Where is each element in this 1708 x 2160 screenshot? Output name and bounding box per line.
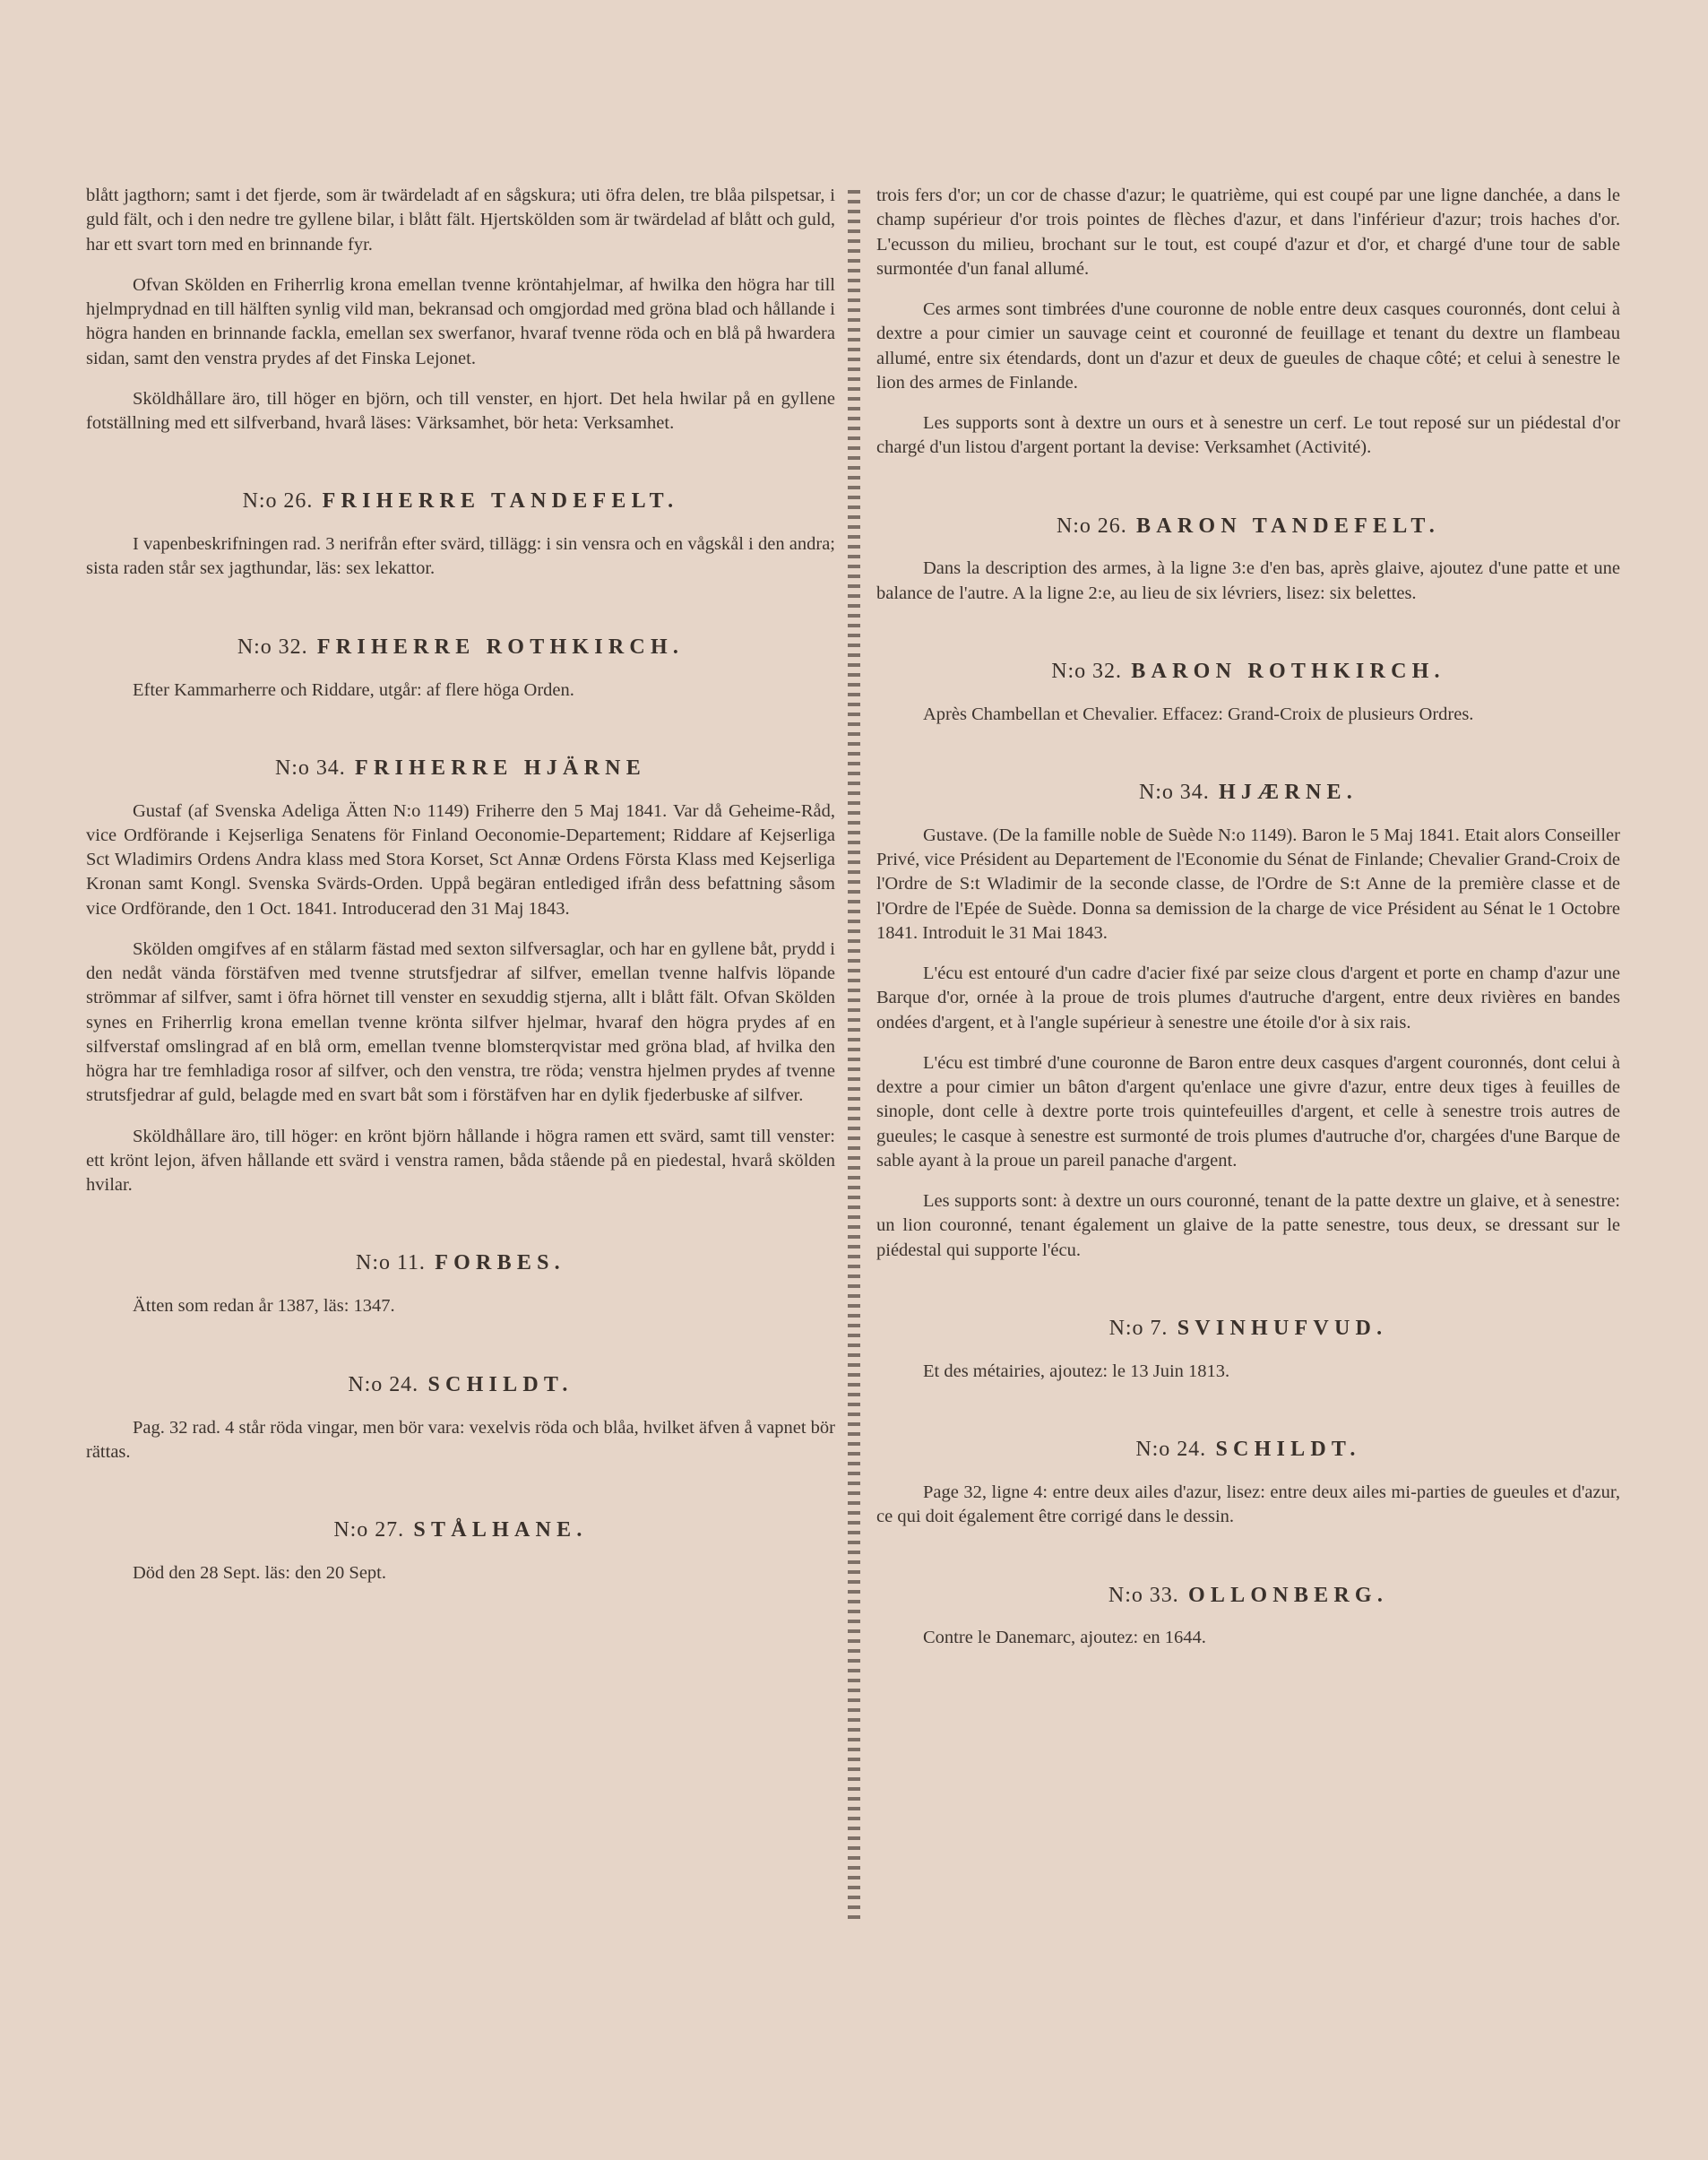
section-heading: N:o 7. SVINHUFVUD. <box>1108 1316 1388 1340</box>
paragraph: Sköldhållare äro, till höger: en krönt björn hållande i högra ramen ett svärd, samt till venster: ett krönt lejon, äfven hållande ett svärd i venstra ramen, båda stående på en piedestal, hvarå skölden hvilar. <box>86 1126 835 1196</box>
paragraph: Ces armes sont timbrées d'une couronne de noble entre deux casques couronnés, dont celui à dextre a pour cimier un sauvage ceint et couronné de feuillage et tenant du dextre un flambeau allumé, entre six étendards, dont un d'azur et deux de gueules de chaque côté; et celui à senestre le lion des armes de Finlande. <box>876 299 1620 393</box>
paragraph: Efter Kammarherre och Riddare, utgår: af flere höga Orden. <box>133 679 574 700</box>
paragraph: Gustave. (De la famille noble de Suède N:o 1149). Baron le 5 Maj 1841. Etait alors Conseiller Privé, vice Président au Departement de l'Economie du Sénat de Finlande; Chevalier Grand-Croix de l'Ordre de S:t Wladimir de la seconde classe, de l'Ordre de S:t Anne de la première classe et de l'Ordre de l'Epée de Suède. Donna sa demission de la charge de vice Président au Sénat le 1 Octobre 1841. Introduit le 31 Mai 1843. <box>876 825 1620 943</box>
paragraph: Et des métairies, ajoutez: le 13 Juin 1813. <box>923 1361 1230 1381</box>
paragraph: trois fers d'or; un cor de chasse d'azur; le quatrième, qui est coupé par une ligne danchée, a dans le champ supérieur d'or trois pointes de flèches d'azur, et dans l'inférieur d'azur; trois haches d'or. L'ecusson du milieu, brochant sur le tout, est coupé d'azur et d'or, et chargé d'une tour de sable surmontée d'un fanal allumé. <box>876 186 1620 279</box>
section-heading: N:o 26. FRIHERRE TANDEFELT. <box>242 489 679 514</box>
paragraph: L'écu est entouré d'un cadre d'acier fixé par seize clous d'argent et porte en champ d'azur une Barque d'or, ornée à la proue de trois plumes d'autruche d'argent, entre deux rivières en bandes ondées d'argent, et à l'angle supérieur à senestre une étoile d'or à six rais. <box>876 963 1620 1032</box>
section-heading: N:o 32. FRIHERRE ROTHKIRCH. <box>237 635 685 659</box>
paragraph: Après Chambellan et Chevalier. Effacez: Grand-Croix de plusieurs Ordres. <box>923 704 1474 724</box>
paragraph: Ofvan Skölden en Friherrlig krona emellan tvenne kröntahjelmar, af hwilka den högra har till hjelmprydnad en till hälften synlig vild man, bekransad och omgjordad med gröna blad och hållande i högra handen en brinnande fackla, emellan sex swerfanor, hvaraf tvenne röda och en blå på hwardera sidan, samt den venstra prydes af det Finska Lejonet. <box>86 274 835 368</box>
paragraph: Les supports sont: à dextre un ours couronné, tenant de la patte dextre un glaive, et à senestre: un lion couronné, tenant également un glaive de la patte senestre, tous deux, se dressant sur le piédestal qui supporte l'écu. <box>876 1191 1620 1260</box>
section-heading: N:o 34. FRIHERRE HJÄRNE <box>274 756 646 780</box>
paragraph: I vapenbeskrifningen rad. 3 nerifrån efter svärd, tillägg: i sin vensra och en vågskål i den andra; sista raden står sex jagthundar, läs: sex lekattor. <box>86 534 835 579</box>
section-heading: N:o 27. STÅLHANE. <box>333 1518 588 1542</box>
section-heading: N:o 32. BARON ROTHKIRCH. <box>1051 659 1445 683</box>
paragraph: L'écu est timbré d'une couronne de Baron entre deux casques d'argent couronnés, dont celui à dextre a pour cimier un bâton d'argent qu'enlace une givre d'azur, entre deux tiges à feuilles de sinople, dont celle à dextre porte trois quintefeuilles d'argent, et celle à senestre trois autres de gueules; le casque à senestre est surmonté de trois plumes d'autruche d'or, chargées d'une Barque de sable ayant à la proue un pareil panache d'argent. <box>876 1052 1620 1171</box>
paragraph: Gustaf (af Svenska Adeliga Ätten N:o 1149) Friherre den 5 Maj 1841. Var då Geheime-Råd, vice Ordförande i Kejserliga Senatens för Finland Oeconomie-Departement; Riddare af Kejserliga Sct Wladimirs Ordens Andra klass med Stora Korset, Sct Annæ Ordens Första Klass med Kejserliga Kronan samt Kongl. Svenska Svärds-Orden. Uppå begäran entlediged ifrån dess befattning såsom vice Ordförande, den 1 Oct. 1841. Introducerad den 31 Maj 1843. <box>86 800 835 919</box>
section-heading: N:o 24. SCHILDT. <box>1135 1438 1361 1462</box>
section-heading: N:o 33. OLLONBERG. <box>1108 1583 1389 1607</box>
paragraph: Les supports sont à dextre un ours et à senestre un cerf. Le tout reposé sur un piédestal d'or chargé d'un listou d'argent portant la devise: Verksamhet (Activité). <box>876 413 1620 458</box>
paragraph: Dans la description des armes, à la ligne 3:e d'en bas, après glaive, ajoutez d'une patte et une balance de l'autre. A la ligne 2:e, au lieu de six lévriers, lisez: six belettes. <box>876 558 1620 603</box>
paragraph: blått jagthorn; samt i det fjerde, som är twärdeladt af en sågskura; uti öfra delen, tre blåa pilspetsar, i guld fält, och i den nedre tre gyllene bilar, i blått fält. Hjertskölden som är twärdelad af blått och guld, har ett svart torn med en brinnande fyr. <box>86 186 835 255</box>
paragraph: Skölden omgifves af en stålarm fästad med sexton silfversaglar, och har en gyllene båt, prydd i den nedåt vända förstäfven med tvenne strutsfjedrar af silfver, emellan tvenne halfvis löpande strömmar af silfver, samt i öfra hörnet till venster en sexuddig stjerna, allt i blått fält. Ofvan Skölden synes en Friherrlig krona emellan tvenne krönta silfver hjelmar, hvaraf den högra prydes af en silfverstaf omslingrad af en blå orm, emellan tvenne blomsterqvistar med gröna blad, af hvilka den högra har tre femhladiga rosor af silfver, och den venstra, tre röda; venstra hjelmen prydes af tvenne strutsfjedrar af guld, belagde med en svart båt som i förstäfven har en dylik fjederbuske af silfver. <box>86 938 835 1106</box>
paragraph: Sköldhållare äro, till höger en björn, och till venster, en hjort. Det hela hwilar på en gyllene fotställning med ett silfverband, hvarå läses: Värksamhet, bör heta: Verksamhet. <box>86 388 835 433</box>
right-column-french <box>876 184 1620 1667</box>
section-heading: N:o 34. HJÆRNE. <box>1138 781 1359 805</box>
column-divider-rule <box>848 190 860 1922</box>
paragraph: Död den 28 Sept. läs: den 20 Sept. <box>133 1562 386 1583</box>
paragraph: Page 32, ligne 4: entre deux ailes d'azur, lisez: entre deux ailes mi-parties de gueules et d'azur, ce qui doit également être corrigé dans le dessin. <box>876 1482 1620 1527</box>
paragraph: Pag. 32 rad. 4 står röda vingar, men bör vara: vexelvis röda och blåa, hvilket äfven å vapnet bör rättas. <box>86 1417 835 1462</box>
paragraph: Contre le Danemarc, ajoutez: en 1644. <box>923 1628 1206 1648</box>
section-heading: N:o 24. SCHILDT. <box>348 1372 574 1396</box>
section-heading: N:o 26. BARON TANDEFELT. <box>1056 514 1441 538</box>
left-column-swedish <box>86 184 835 1602</box>
paragraph: Ätten som redan år 1387, läs: 1347. <box>133 1296 395 1317</box>
section-heading: N:o 11. FORBES. <box>356 1251 565 1275</box>
